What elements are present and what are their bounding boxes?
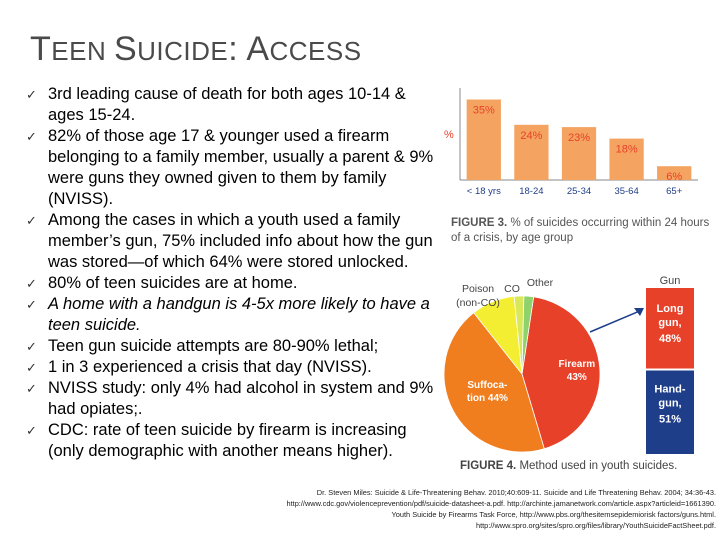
title-part: EEN	[51, 36, 114, 66]
bullet-text: Teen gun suicide attempts are 80-90% lethal;	[48, 337, 379, 355]
title-part: S	[113, 30, 138, 68]
bullet-text: Among the cases in which a youth used a family member’s gun, 75% included info about how the gun was stored—of which 64% were stored unlocked.	[48, 211, 433, 271]
figure3-label: FIGURE 3.	[451, 217, 508, 229]
long-gun-label: Long	[656, 303, 684, 315]
category-tick-label: 65+	[666, 186, 683, 197]
bullet-text: 1 in 3 experienced a crisis that day (NVISS).	[48, 358, 372, 376]
bullet-text: NVISS study: only 4% had alcohol in system and 9% had opiates;.	[48, 379, 434, 418]
bullet-text: A home with a handgun is 4-5x more likely to have a teen suicide.	[48, 295, 430, 334]
title-part: A	[246, 30, 270, 68]
bullet-item	[26, 273, 438, 294]
title-part: UICIDE	[137, 36, 229, 66]
check-icon: ✓	[26, 276, 37, 291]
check-icon: ✓	[26, 381, 37, 396]
firearm-label: Firearm	[558, 359, 596, 371]
pointer-line	[590, 310, 642, 332]
reference-line: Dr. Steven Miles: Suicide & Life-Threatening Behav. 2010;40:609-11. Suicide and Life Threatening Behav. 2004; 34:36-43.	[316, 488, 716, 497]
figure4-text: Method used in youth suicides.	[519, 460, 678, 472]
title-part: :	[228, 30, 247, 68]
check-icon: ✓	[26, 213, 37, 228]
reference-line: Youth Suicide by Firearms Task Force, http://www.pbs.org/thesitemsepidemiorisk factors/guns.html.	[391, 510, 716, 519]
y-axis-label: %	[444, 129, 454, 141]
check-icon: ✓	[26, 339, 37, 354]
title-part: CCESS	[269, 36, 362, 66]
bullet-item	[26, 357, 438, 378]
handgun-value: 51%	[658, 413, 682, 426]
bullet-text: 3rd leading cause of death for both ages 10-14 & ages 15-24.	[48, 85, 406, 124]
bullet-item	[26, 294, 438, 336]
suffocation-label: Suffoca-	[467, 379, 508, 391]
other-label: Other	[526, 277, 554, 289]
bullet-text: 80% of teen suicides are at home.	[48, 274, 298, 292]
handgun-label: Hand-	[654, 383, 686, 396]
category-tick-label: 25-34	[566, 186, 592, 197]
figure4-label: FIGURE 4.	[460, 460, 517, 472]
references	[228, 487, 716, 531]
check-icon: ✓	[26, 297, 37, 312]
suffocation-value: tion 44%	[466, 392, 508, 404]
gun-label: Gun	[659, 275, 681, 287]
bar-value-label: 24%	[520, 129, 543, 142]
bar-value-label: 35%	[472, 104, 495, 117]
firearm-value: 43%	[566, 372, 587, 384]
poison-label: Poison	[461, 283, 495, 295]
reference-line: http://www.cdc.gov/violenceprevention/pdf/suicide-datasheet-a.pdf. http://archinte.jamanetwork.com/article.aspx?articleid=1661390.	[286, 499, 716, 508]
method-pie-chart	[440, 264, 720, 464]
title-part: T	[30, 30, 52, 68]
long-gun-value: 48%	[658, 333, 682, 345]
crisis-bar-chart	[436, 84, 706, 234]
check-icon: ✓	[26, 87, 37, 102]
bullet-item	[26, 336, 438, 357]
bullet-text: CDC: rate of teen suicide by firearm is increasing (only demographic with another means higher).	[48, 421, 407, 460]
bar-value-label: 6%	[666, 171, 683, 184]
poison-label-2: (non-CO)	[456, 297, 500, 309]
category-tick-label: < 18 yrs	[466, 186, 501, 197]
bullet-item	[26, 420, 438, 462]
bar-value-label: 18%	[615, 143, 638, 156]
bar-value-label: 23%	[567, 132, 591, 145]
figure3-text: % of suicides occurring within 24 hours of a crisis, by age group	[451, 217, 710, 244]
bullet-item	[26, 378, 438, 420]
bullet-item	[26, 84, 438, 126]
check-icon: ✓	[26, 423, 37, 438]
check-icon: ✓	[26, 129, 37, 144]
long-gun-label-2: gun,	[658, 317, 682, 329]
bullet-text: 82% of those age 17 & younger used a firearm belonging to a family member, usually a parent & 9% were guns they owned given to them by family (NVISS).	[48, 127, 434, 208]
figure3-caption	[451, 216, 713, 246]
bullet-item	[26, 126, 438, 210]
bullet-item	[26, 210, 438, 273]
figure4-caption	[460, 460, 677, 472]
bullet-list	[26, 84, 438, 462]
pie-chart-svg	[440, 264, 720, 464]
handgun-label-2: gun,	[658, 397, 682, 410]
category-tick-label: 35-64	[614, 186, 639, 197]
check-icon: ✓	[26, 360, 37, 375]
category-tick-label: 18-24	[519, 186, 544, 197]
co-label: CO	[504, 283, 520, 295]
reference-line: http://www.spro.org/sites/spro.org/files/library/YouthSuicideFactSheet.pdf.	[475, 521, 716, 530]
bar-chart-svg	[436, 84, 706, 214]
page-title	[30, 30, 362, 69]
